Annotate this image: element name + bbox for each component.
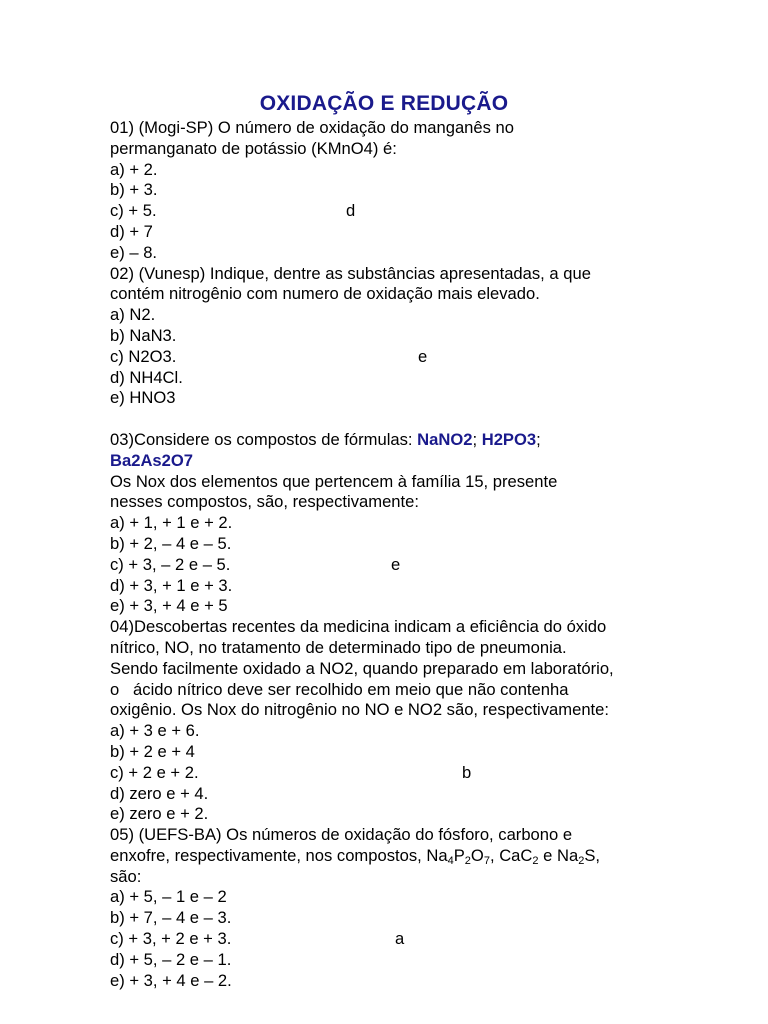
q1-option-c-row	[110, 201, 750, 222]
q5-header-line-2	[110, 846, 750, 867]
q5-option-b: b) + 7, – 4 e – 3.	[110, 908, 232, 928]
q2-option-a: a) N2.	[110, 305, 156, 325]
q5-formula-cac: CaC	[499, 845, 533, 865]
q4-option-a: a) + 3 e + 6.	[110, 721, 200, 741]
q1-header-line-2: permanganato de potássio (KMnO4) é:	[110, 138, 397, 158]
q3-option-c-row	[110, 555, 750, 576]
q1-option-e: e) – 8.	[110, 242, 158, 262]
q5-option-e: e) + 3, + 4 e – 2.	[110, 970, 232, 990]
q3-option-a: a) + 1, + 1 e + 2.	[110, 513, 233, 533]
spacer	[110, 409, 750, 430]
q3-prefix: 03)Considere os compostos de fórmulas:	[110, 429, 418, 449]
q5-header-line-3: são:	[110, 866, 142, 886]
q5-sub-4: 4	[447, 854, 454, 867]
q5-prefix: enxofre, respectivamente, nos compostos,	[110, 845, 427, 865]
q3-formula-3: Ba2As2O7	[110, 450, 194, 470]
q5-header-line-1: 05) (UEFS-BA) Os números de oxidação do fósforo, carbono e	[110, 825, 573, 845]
q4-option-b: b) + 2 e + 4	[110, 741, 195, 761]
q5-sub-2b: 2	[532, 854, 539, 867]
q4-option-e: e) zero e + 2.	[110, 804, 209, 824]
q3-header-line-1	[110, 430, 750, 451]
q1-option-a: a) + 2.	[110, 159, 158, 179]
q1-answer: d	[346, 201, 356, 221]
q2-option-d: d) NH4Cl.	[110, 367, 183, 387]
q5-option-a: a) + 5, – 1 e – 2	[110, 887, 227, 907]
q3-header-line-3: Os Nox dos elementos que pertencem à família 15, presente	[110, 471, 558, 491]
q3-option-c: c) + 3, – 2 e – 5.	[110, 554, 231, 574]
q5-sub-2a: 2	[464, 854, 471, 867]
q5-formula-na2: Na	[556, 845, 579, 865]
q5-formula-o: O	[470, 845, 484, 865]
q3-option-b: b) + 2, – 4 e – 5.	[110, 533, 232, 553]
q4-header-line-3: Sendo facilmente oxidado a NO2, quando preparado em laboratório,	[110, 658, 614, 678]
q5-formula-p: P	[453, 845, 465, 865]
q2-option-c-row	[110, 347, 750, 368]
q1-option-c: c) + 5.	[110, 201, 157, 221]
q5-sub-7: 7	[483, 854, 490, 867]
q4-header-line-5: oxigênio. Os Nox do nitrogênio no NO e NO2 são, respectivamente:	[110, 700, 609, 720]
q5-option-c: c) + 3, + 2 e + 3.	[110, 929, 232, 949]
q5-option-d: d) + 5, – 2 e – 1.	[110, 949, 232, 969]
q5-comma-2: ,	[595, 845, 601, 865]
q4-answer: b	[462, 762, 472, 782]
q4-header-line-1: 04)Descobertas recentes da medicina indicam a eficiência do óxido	[110, 617, 607, 637]
q2-option-c: c) N2O3.	[110, 346, 177, 366]
q2-header-line-1: 02) (Vunesp) Indique, dentre as substâncias apresentadas, a que	[110, 263, 591, 283]
q2-answer: e	[418, 346, 428, 366]
q3-separator-1: ;	[472, 429, 482, 449]
q3-header-line-2	[110, 451, 750, 472]
q3-option-d: d) + 3, + 1 e + 3.	[110, 575, 233, 595]
q5-option-c-row	[110, 929, 750, 950]
question-list	[110, 118, 750, 991]
q3-separator-2: ;	[536, 429, 541, 449]
q2-option-e: e) HNO3	[110, 388, 176, 408]
q2-header-line-2: contém nitrogênio com numero de oxidação mais elevado.	[110, 284, 540, 304]
q5-comma-1: ,	[489, 845, 500, 865]
q5-formula-s: S	[584, 845, 596, 865]
q1-option-b: b) + 3.	[110, 180, 158, 200]
q4-option-c-row	[110, 763, 750, 784]
q3-option-e: e) + 3, + 4 e + 5	[110, 596, 228, 616]
q1-header-line-1: 01) (Mogi-SP) O número de oxidação do manganês no	[110, 118, 515, 137]
q5-and: e	[538, 845, 557, 865]
q3-answer: e	[391, 554, 401, 574]
q4-option-c: c) + 2 e + 2.	[110, 762, 199, 782]
q4-header-line-4: o ácido nítrico deve ser recolhido em meio que não contenha	[110, 679, 569, 699]
q5-formula-na: Na	[426, 845, 448, 865]
q3-formula-2: H2PO3	[481, 429, 537, 449]
q5-answer: a	[395, 929, 405, 949]
page-title: OXIDAÇÃO E REDUÇÃO	[259, 92, 509, 115]
q2-option-b: b) NaN3.	[110, 325, 177, 345]
q4-option-d: d) zero e + 4.	[110, 783, 209, 803]
q1-option-d: d) + 7	[110, 221, 153, 241]
q5-sub-2c: 2	[578, 854, 585, 867]
q3-formula-1: NaNO2	[417, 429, 473, 449]
q3-header-line-4: nesses compostos, são, respectivamente:	[110, 492, 419, 512]
q4-header-line-2: nítrico, NO, no tratamento de determinado tipo de pneumonia.	[110, 637, 567, 657]
